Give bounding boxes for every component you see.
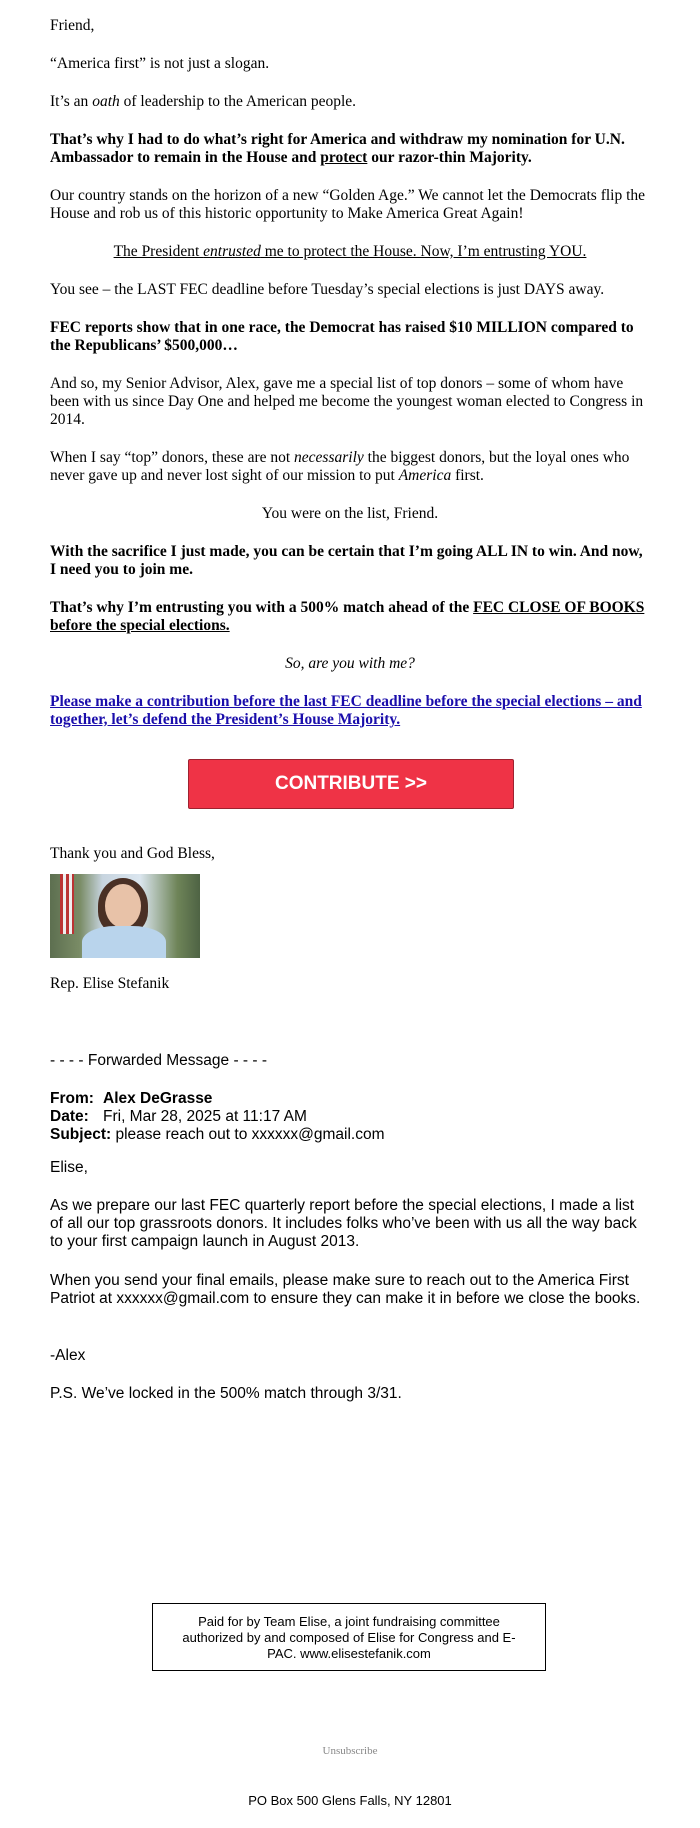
forwarded-paragraph-1: As we prepare our last FEC quarterly report before the special elections, I made a list of all our top grassroots donors. It includes folks who’ve been with us all the way back to your first campaign launch in August 2013. bbox=[50, 1197, 637, 1250]
golden-age-paragraph: Our country stands on the horizon of a new “Golden Age.” We cannot let the Democrats flip the House and rob us of this historic opportunity to Make America Great Again! bbox=[50, 187, 646, 222]
forwarded-greeting: Elise, bbox=[50, 1159, 88, 1176]
sacrifice-paragraph: With the sacrifice I just made, you can be certain that I’m going ALL IN to win. And now, I need you to join me. bbox=[50, 543, 643, 578]
signoff: Thank you and God Bless, bbox=[50, 845, 215, 862]
unsubscribe-link[interactable]: Unsubscribe bbox=[322, 1745, 378, 1757]
signature: Rep. Elise Stefanik bbox=[50, 975, 170, 992]
list-paragraph: You were on the list, Friend. bbox=[261, 505, 439, 522]
forwarded-sign: -Alex bbox=[50, 1347, 86, 1364]
match-paragraph: That’s why I’m entrusting you with a 500% match ahead of the FEC CLOSE OF BOOKS before the special elections. bbox=[50, 599, 645, 634]
entrusted-paragraph: The President entrusted me to protect the House. Now, I’m entrusting YOU. bbox=[113, 243, 587, 260]
deadline-paragraph: You see – the LAST FEC deadline before Tuesday’s special elections is just DAYS away. bbox=[50, 281, 605, 298]
contribution-link[interactable]: Please make a contribution before the last FEC deadline before the special elections – and together, let’s defend the President’s House Majority. bbox=[50, 693, 642, 728]
date-line: Date: Fri, Mar 28, 2025 at 11:17 AM bbox=[50, 1108, 307, 1125]
portrait-photo bbox=[50, 874, 200, 958]
forwarded-ps: P.S. We’ve locked in the 500% match through 3/31. bbox=[50, 1385, 402, 1402]
top-donors-paragraph: When I say “top” donors, these are not necessarily the biggest donors, but the loyal ones who never gave up and never lost sight of our mission to put America first. bbox=[50, 449, 630, 484]
slogan-paragraph: “America first” is not just a slogan. bbox=[50, 55, 270, 72]
mailing-address: PO Box 500 Glens Falls, NY 12801 bbox=[248, 1793, 452, 1808]
contribution-link-paragraph bbox=[50, 693, 650, 729]
fec-paragraph: FEC reports show that in one race, the Democrat has raised $10 MILLION compared to the Republicans’ $500,000… bbox=[50, 319, 634, 354]
with-me-paragraph: So, are you with me? bbox=[285, 655, 415, 672]
forwarded-paragraph-2: When you send your final emails, please make sure to reach out to the America First Patriot at xxxxxx@gmail.com to ensure they can make it in before we close the books. bbox=[50, 1272, 641, 1307]
forwarded-header: - - - - Forwarded Message - - - - bbox=[50, 1052, 268, 1069]
withdraw-paragraph: That’s why I had to do what’s right for America and withdraw my nomination for U.N. Ambassador to remain in the House and protect our razor-thin Majority. bbox=[50, 131, 625, 166]
contribute-button[interactable]: CONTRIBUTE >> bbox=[188, 759, 514, 809]
forwarded-meta bbox=[50, 1090, 650, 1144]
advisor-paragraph: And so, my Senior Advisor, Alex, gave me a special list of top donors – some of whom have been with us since Day One and helped me become the youngest woman elected to Congress in 2014. bbox=[50, 375, 644, 428]
greeting: Friend, bbox=[50, 17, 95, 34]
paid-for-disclaimer: Paid for by Team Elise, a joint fundraising committee authorized by and composed of Elise for Congress and E-PAC. www.elisestefanik.com bbox=[152, 1603, 546, 1671]
from-line: From: Alex DeGrasse bbox=[50, 1090, 213, 1107]
subject-line: Subject: please reach out to xxxxxx@gmail.com bbox=[50, 1126, 385, 1143]
oath-paragraph: It’s an oath of leadership to the American people. bbox=[50, 93, 357, 110]
